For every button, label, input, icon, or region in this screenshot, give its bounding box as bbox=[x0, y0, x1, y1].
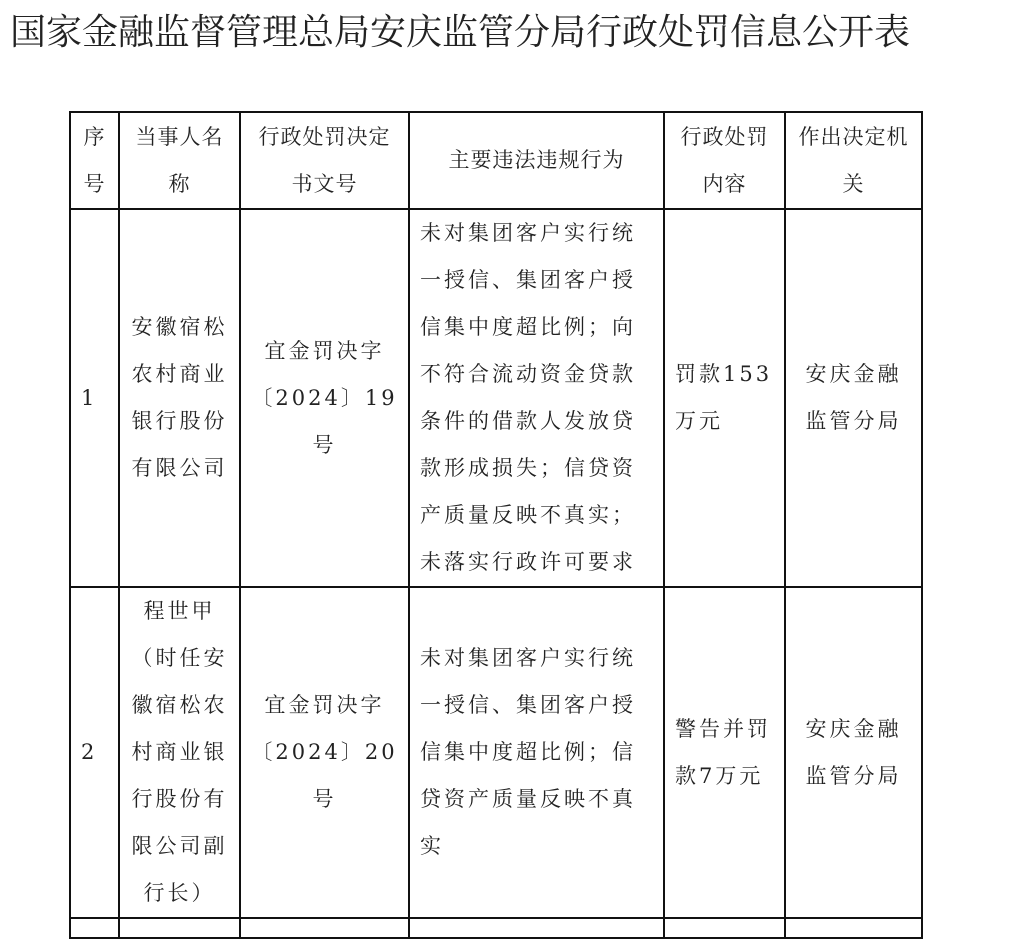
header-penalty: 行政处罚内容 bbox=[664, 112, 785, 209]
header-index: 序号 bbox=[70, 112, 119, 209]
cell-empty bbox=[664, 918, 785, 938]
cell-party: 安徽宿松农村商业银行股份有限公司 bbox=[119, 209, 240, 587]
cell-violations: 未对集团客户实行统一授信、集团客户授信集中度超比例；向不符合流动资金贷款条件的借款人发放贷款形成损失；信贷资产质量反映不真实；未落实行政许可要求 bbox=[409, 209, 664, 587]
table-header-row bbox=[70, 112, 922, 209]
cell-party: 程世甲（时任安徽宿松农村商业银行股份有限公司副行长） bbox=[119, 587, 240, 918]
header-party: 当事人名称 bbox=[119, 112, 240, 209]
cell-empty bbox=[785, 918, 922, 938]
header-violations: 主要违法违规行为 bbox=[409, 112, 664, 209]
cell-empty bbox=[240, 918, 409, 938]
page-title: 国家金融监督管理总局安庆监管分局行政处罚信息公开表 bbox=[10, 12, 911, 53]
cell-index: 1 bbox=[70, 209, 119, 587]
cell-index: 2 bbox=[70, 587, 119, 918]
cell-penalty: 罚款153万元 bbox=[664, 209, 785, 587]
table-row bbox=[70, 918, 922, 938]
penalty-info-table bbox=[69, 111, 923, 939]
cell-empty bbox=[119, 918, 240, 938]
table-row bbox=[70, 209, 922, 587]
cell-penalty: 警告并罚款7万元 bbox=[664, 587, 785, 918]
cell-authority: 安庆金融监管分局 bbox=[785, 587, 922, 918]
cell-violations: 未对集团客户实行统一授信、集团客户授信集中度超比例；信贷资产质量反映不真实 bbox=[409, 587, 664, 918]
cell-empty bbox=[409, 918, 664, 938]
cell-authority: 安庆金融监管分局 bbox=[785, 209, 922, 587]
header-authority: 作出决定机关 bbox=[785, 112, 922, 209]
cell-doc-number: 宜金罚决字〔2024〕19号 bbox=[240, 209, 409, 587]
cell-doc-number: 宜金罚决字〔2024〕20号 bbox=[240, 587, 409, 918]
table-row bbox=[70, 587, 922, 918]
cell-empty bbox=[70, 918, 119, 938]
header-doc-number: 行政处罚决定书文号 bbox=[240, 112, 409, 209]
